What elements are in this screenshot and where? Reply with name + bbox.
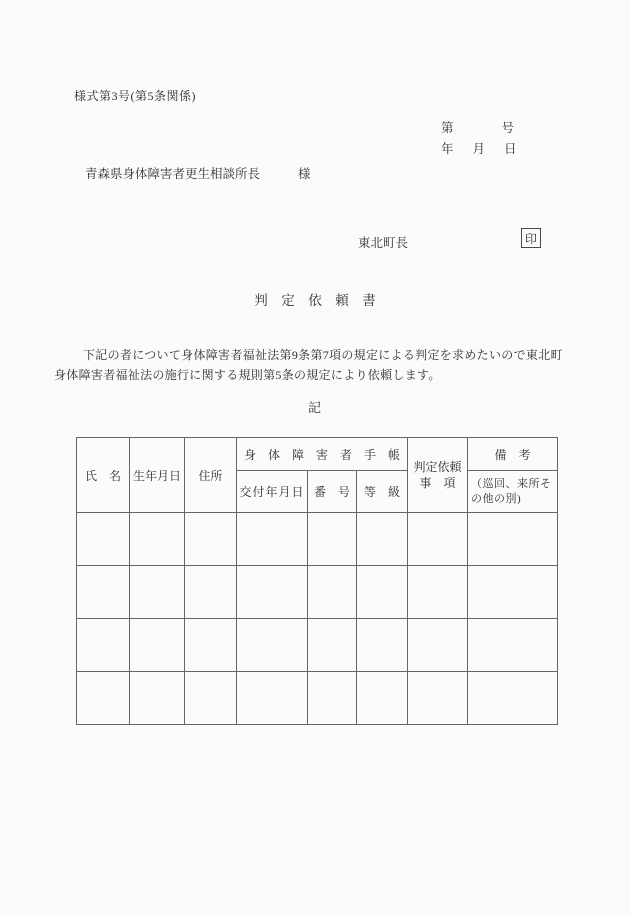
body-line-1: 下記の者について身体障害者福祉法第9条第7項の規定による判定を求めたいので東北町	[83, 348, 563, 362]
document-title: 判 定 依 頼 書	[254, 293, 376, 308]
cell-remarks	[468, 513, 558, 566]
addressee-line	[85, 164, 311, 182]
header-number: 番 号	[308, 471, 357, 513]
cell-issue-date	[237, 513, 308, 566]
cell-number	[308, 513, 357, 566]
cell-address	[185, 566, 237, 619]
table-empty-row	[77, 619, 558, 672]
date-line	[441, 139, 517, 157]
header-issue-date: 交付年月日	[237, 471, 308, 513]
header-certificate-group: 身 体 障 害 者 手 帳	[237, 438, 408, 471]
cell-request	[408, 566, 468, 619]
table-empty-row	[77, 513, 558, 566]
seal-mark: 印	[524, 231, 537, 246]
table-header-row-1	[77, 438, 558, 471]
addressee-honorific: 様	[298, 167, 311, 181]
cell-birthdate	[130, 619, 185, 672]
body-paragraph	[54, 345, 563, 385]
year-blank	[454, 139, 473, 157]
header-request-line-1: 判定依頼	[413, 460, 462, 474]
header-request-line-2: 事 項	[419, 476, 456, 490]
addressee-blank	[260, 164, 298, 182]
cell-remarks	[468, 619, 558, 672]
doc-number-suffix: 号	[501, 121, 515, 135]
cell-number	[308, 619, 357, 672]
cell-birthdate	[130, 672, 185, 725]
header-address: 住所	[185, 438, 237, 513]
header-remarks: 備 考	[468, 438, 558, 471]
month-blank	[485, 139, 504, 157]
cell-grade	[357, 672, 408, 725]
cell-name	[77, 672, 130, 725]
header-remarks-note: （巡回、来所その他の別)	[468, 471, 558, 513]
cell-grade	[357, 619, 408, 672]
year-label: 年	[441, 142, 454, 156]
form-number-label: 様式第3号(第5条関係)	[74, 89, 196, 103]
cell-grade	[357, 513, 408, 566]
cell-issue-date	[237, 672, 308, 725]
cell-birthdate	[130, 566, 185, 619]
cell-number	[308, 672, 357, 725]
cell-request	[408, 513, 468, 566]
document-number-line	[441, 118, 514, 136]
header-grade: 等 級	[357, 471, 408, 513]
cell-address	[185, 672, 237, 725]
cell-number	[308, 566, 357, 619]
cell-address	[185, 619, 237, 672]
cell-address	[185, 513, 237, 566]
cell-grade	[357, 566, 408, 619]
cell-remarks	[468, 672, 558, 725]
header-birthdate: 生年月日	[130, 438, 185, 513]
sender-name: 東北町長	[358, 236, 409, 250]
cell-issue-date	[237, 619, 308, 672]
cell-remarks	[468, 566, 558, 619]
cell-birthdate	[130, 513, 185, 566]
cell-request	[408, 672, 468, 725]
list-marker: 記	[307, 400, 322, 415]
month-label: 月	[472, 142, 486, 156]
table-empty-row	[77, 672, 558, 725]
cell-request	[408, 619, 468, 672]
table-empty-row	[77, 566, 558, 619]
cell-name	[77, 566, 130, 619]
day-label: 日	[504, 142, 517, 156]
header-request-items	[408, 438, 468, 513]
doc-number-prefix: 第	[441, 121, 454, 135]
header-name: 氏 名	[77, 438, 130, 513]
request-table	[76, 437, 558, 725]
body-line-2: 身体障害者福祉法の施行に関する規則第5条の規定により依頼します。	[54, 368, 441, 382]
seal-placeholder-box	[521, 228, 541, 248]
addressee-name: 青森県身体障害者更生相談所長	[85, 167, 261, 181]
doc-number-blank	[454, 118, 502, 136]
cell-name	[77, 619, 130, 672]
cell-name	[77, 513, 130, 566]
cell-issue-date	[237, 566, 308, 619]
